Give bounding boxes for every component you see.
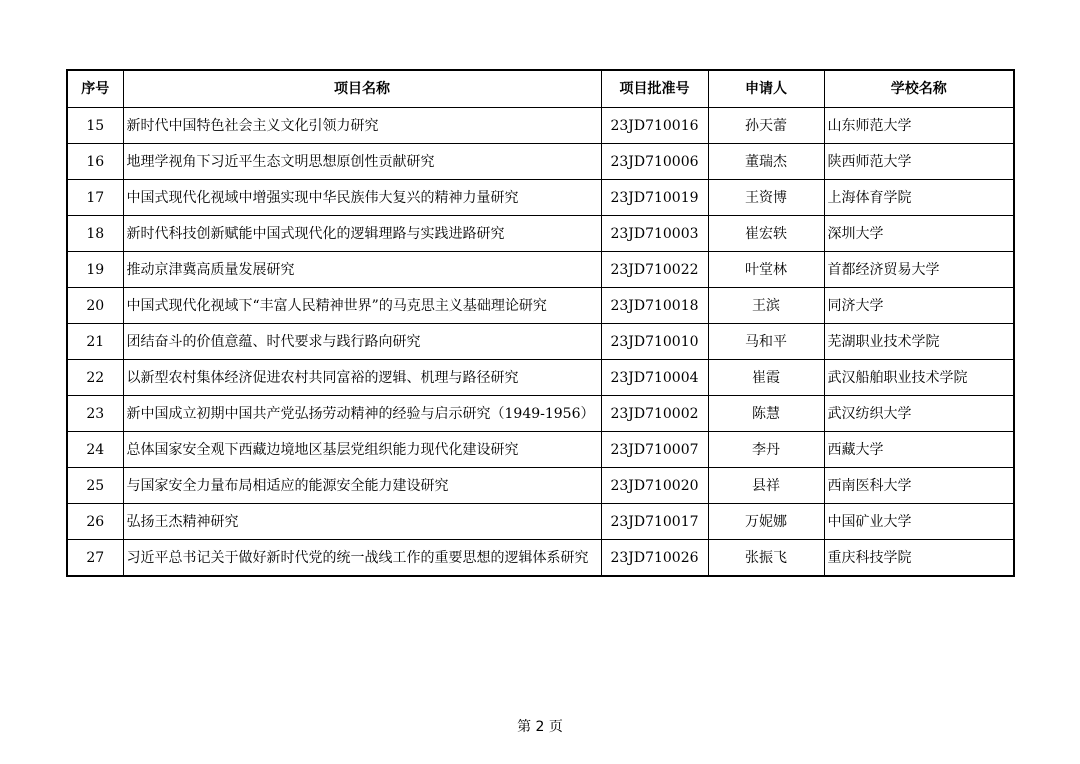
row-no: 26: [67, 504, 123, 540]
row-approval-code: 23JD710006: [601, 144, 708, 180]
header-project-name: 项目名称: [123, 70, 601, 108]
row-applicant: 王资博: [708, 180, 824, 216]
row-no: 16: [67, 144, 123, 180]
table-row: [67, 432, 1014, 468]
row-no: 25: [67, 468, 123, 504]
header-no: 序号: [67, 70, 123, 108]
row-approval-code: 23JD710016: [601, 108, 708, 144]
row-no: 27: [67, 540, 123, 577]
row-applicant: 叶堂林: [708, 252, 824, 288]
row-applicant: 王滨: [708, 288, 824, 324]
row-approval-code: 23JD710017: [601, 504, 708, 540]
row-applicant: 万妮娜: [708, 504, 824, 540]
row-school: 同济大学: [824, 288, 1014, 324]
row-approval-code: 23JD710003: [601, 216, 708, 252]
row-school: 中国矿业大学: [824, 504, 1014, 540]
row-school: 陕西师范大学: [824, 144, 1014, 180]
row-no: 17: [67, 180, 123, 216]
row-approval-code: 23JD710026: [601, 540, 708, 577]
row-school: 首都经济贸易大学: [824, 252, 1014, 288]
row-no: 19: [67, 252, 123, 288]
table-row: [67, 360, 1014, 396]
row-no: 20: [67, 288, 123, 324]
row-school: 山东师范大学: [824, 108, 1014, 144]
table-row: [67, 504, 1014, 540]
row-no: 18: [67, 216, 123, 252]
project-table: [66, 69, 1015, 577]
row-school: 西南医科大学: [824, 468, 1014, 504]
row-project-name: 习近平总书记关于做好新时代党的统一战线工作的重要思想的逻辑体系研究: [123, 540, 601, 577]
table-row: [67, 540, 1014, 577]
table-header-row: [67, 70, 1014, 108]
header-approval-code: 项目批准号: [601, 70, 708, 108]
row-project-name: 新时代中国特色社会主义文化引领力研究: [123, 108, 601, 144]
row-project-name: 团结奋斗的价值意蕴、时代要求与践行路向研究: [123, 324, 601, 360]
table-row: [67, 324, 1014, 360]
row-applicant: 李丹: [708, 432, 824, 468]
table-row: [67, 396, 1014, 432]
table-row: [67, 468, 1014, 504]
row-applicant: 崔宏轶: [708, 216, 824, 252]
row-project-name: 总体国家安全观下西藏边境地区基层党组织能力现代化建设研究: [123, 432, 601, 468]
row-school: 深圳大学: [824, 216, 1014, 252]
row-no: 22: [67, 360, 123, 396]
row-no: 24: [67, 432, 123, 468]
row-applicant: 县祥: [708, 468, 824, 504]
row-approval-code: 23JD710018: [601, 288, 708, 324]
row-applicant: 陈慧: [708, 396, 824, 432]
row-applicant: 董瑞杰: [708, 144, 824, 180]
row-applicant: 张振飞: [708, 540, 824, 577]
table-row: [67, 288, 1014, 324]
row-project-name: 以新型农村集体经济促进农村共同富裕的逻辑、机理与路径研究: [123, 360, 601, 396]
row-school: 武汉船舶职业技术学院: [824, 360, 1014, 396]
row-applicant: 孙天蕾: [708, 108, 824, 144]
project-table-container: [66, 69, 1013, 577]
table-row: [67, 216, 1014, 252]
row-approval-code: 23JD710007: [601, 432, 708, 468]
row-applicant: 崔霞: [708, 360, 824, 396]
table-row: [67, 252, 1014, 288]
row-approval-code: 23JD710010: [601, 324, 708, 360]
row-no: 15: [67, 108, 123, 144]
row-school: 芜湖职业技术学院: [824, 324, 1014, 360]
row-applicant: 马和平: [708, 324, 824, 360]
header-applicant: 申请人: [708, 70, 824, 108]
table-row: [67, 144, 1014, 180]
row-project-name: 中国式现代化视域下“丰富人民精神世界”的马克思主义基础理论研究: [123, 288, 601, 324]
page-number: 第 2 页: [517, 719, 563, 735]
row-approval-code: 23JD710002: [601, 396, 708, 432]
table-row: [67, 108, 1014, 144]
row-project-name: 与国家安全力量布局相适应的能源安全能力建设研究: [123, 468, 601, 504]
row-project-name: 新中国成立初期中国共产党弘扬劳动精神的经验与启示研究（1949-1956）: [123, 396, 601, 432]
row-no: 21: [67, 324, 123, 360]
row-school: 西藏大学: [824, 432, 1014, 468]
row-project-name: 地理学视角下习近平生态文明思想原创性贡献研究: [123, 144, 601, 180]
row-school: 武汉纺织大学: [824, 396, 1014, 432]
row-project-name: 推动京津冀高质量发展研究: [123, 252, 601, 288]
row-approval-code: 23JD710019: [601, 180, 708, 216]
row-school: 重庆科技学院: [824, 540, 1014, 577]
row-project-name: 弘扬王杰精神研究: [123, 504, 601, 540]
table-row: [67, 180, 1014, 216]
row-school: 上海体育学院: [824, 180, 1014, 216]
row-approval-code: 23JD710020: [601, 468, 708, 504]
row-no: 23: [67, 396, 123, 432]
header-school: 学校名称: [824, 70, 1014, 108]
row-project-name: 新时代科技创新赋能中国式现代化的逻辑理路与实践进路研究: [123, 216, 601, 252]
row-project-name: 中国式现代化视域中增强实现中华民族伟大复兴的精神力量研究: [123, 180, 601, 216]
row-approval-code: 23JD710004: [601, 360, 708, 396]
row-approval-code: 23JD710022: [601, 252, 708, 288]
